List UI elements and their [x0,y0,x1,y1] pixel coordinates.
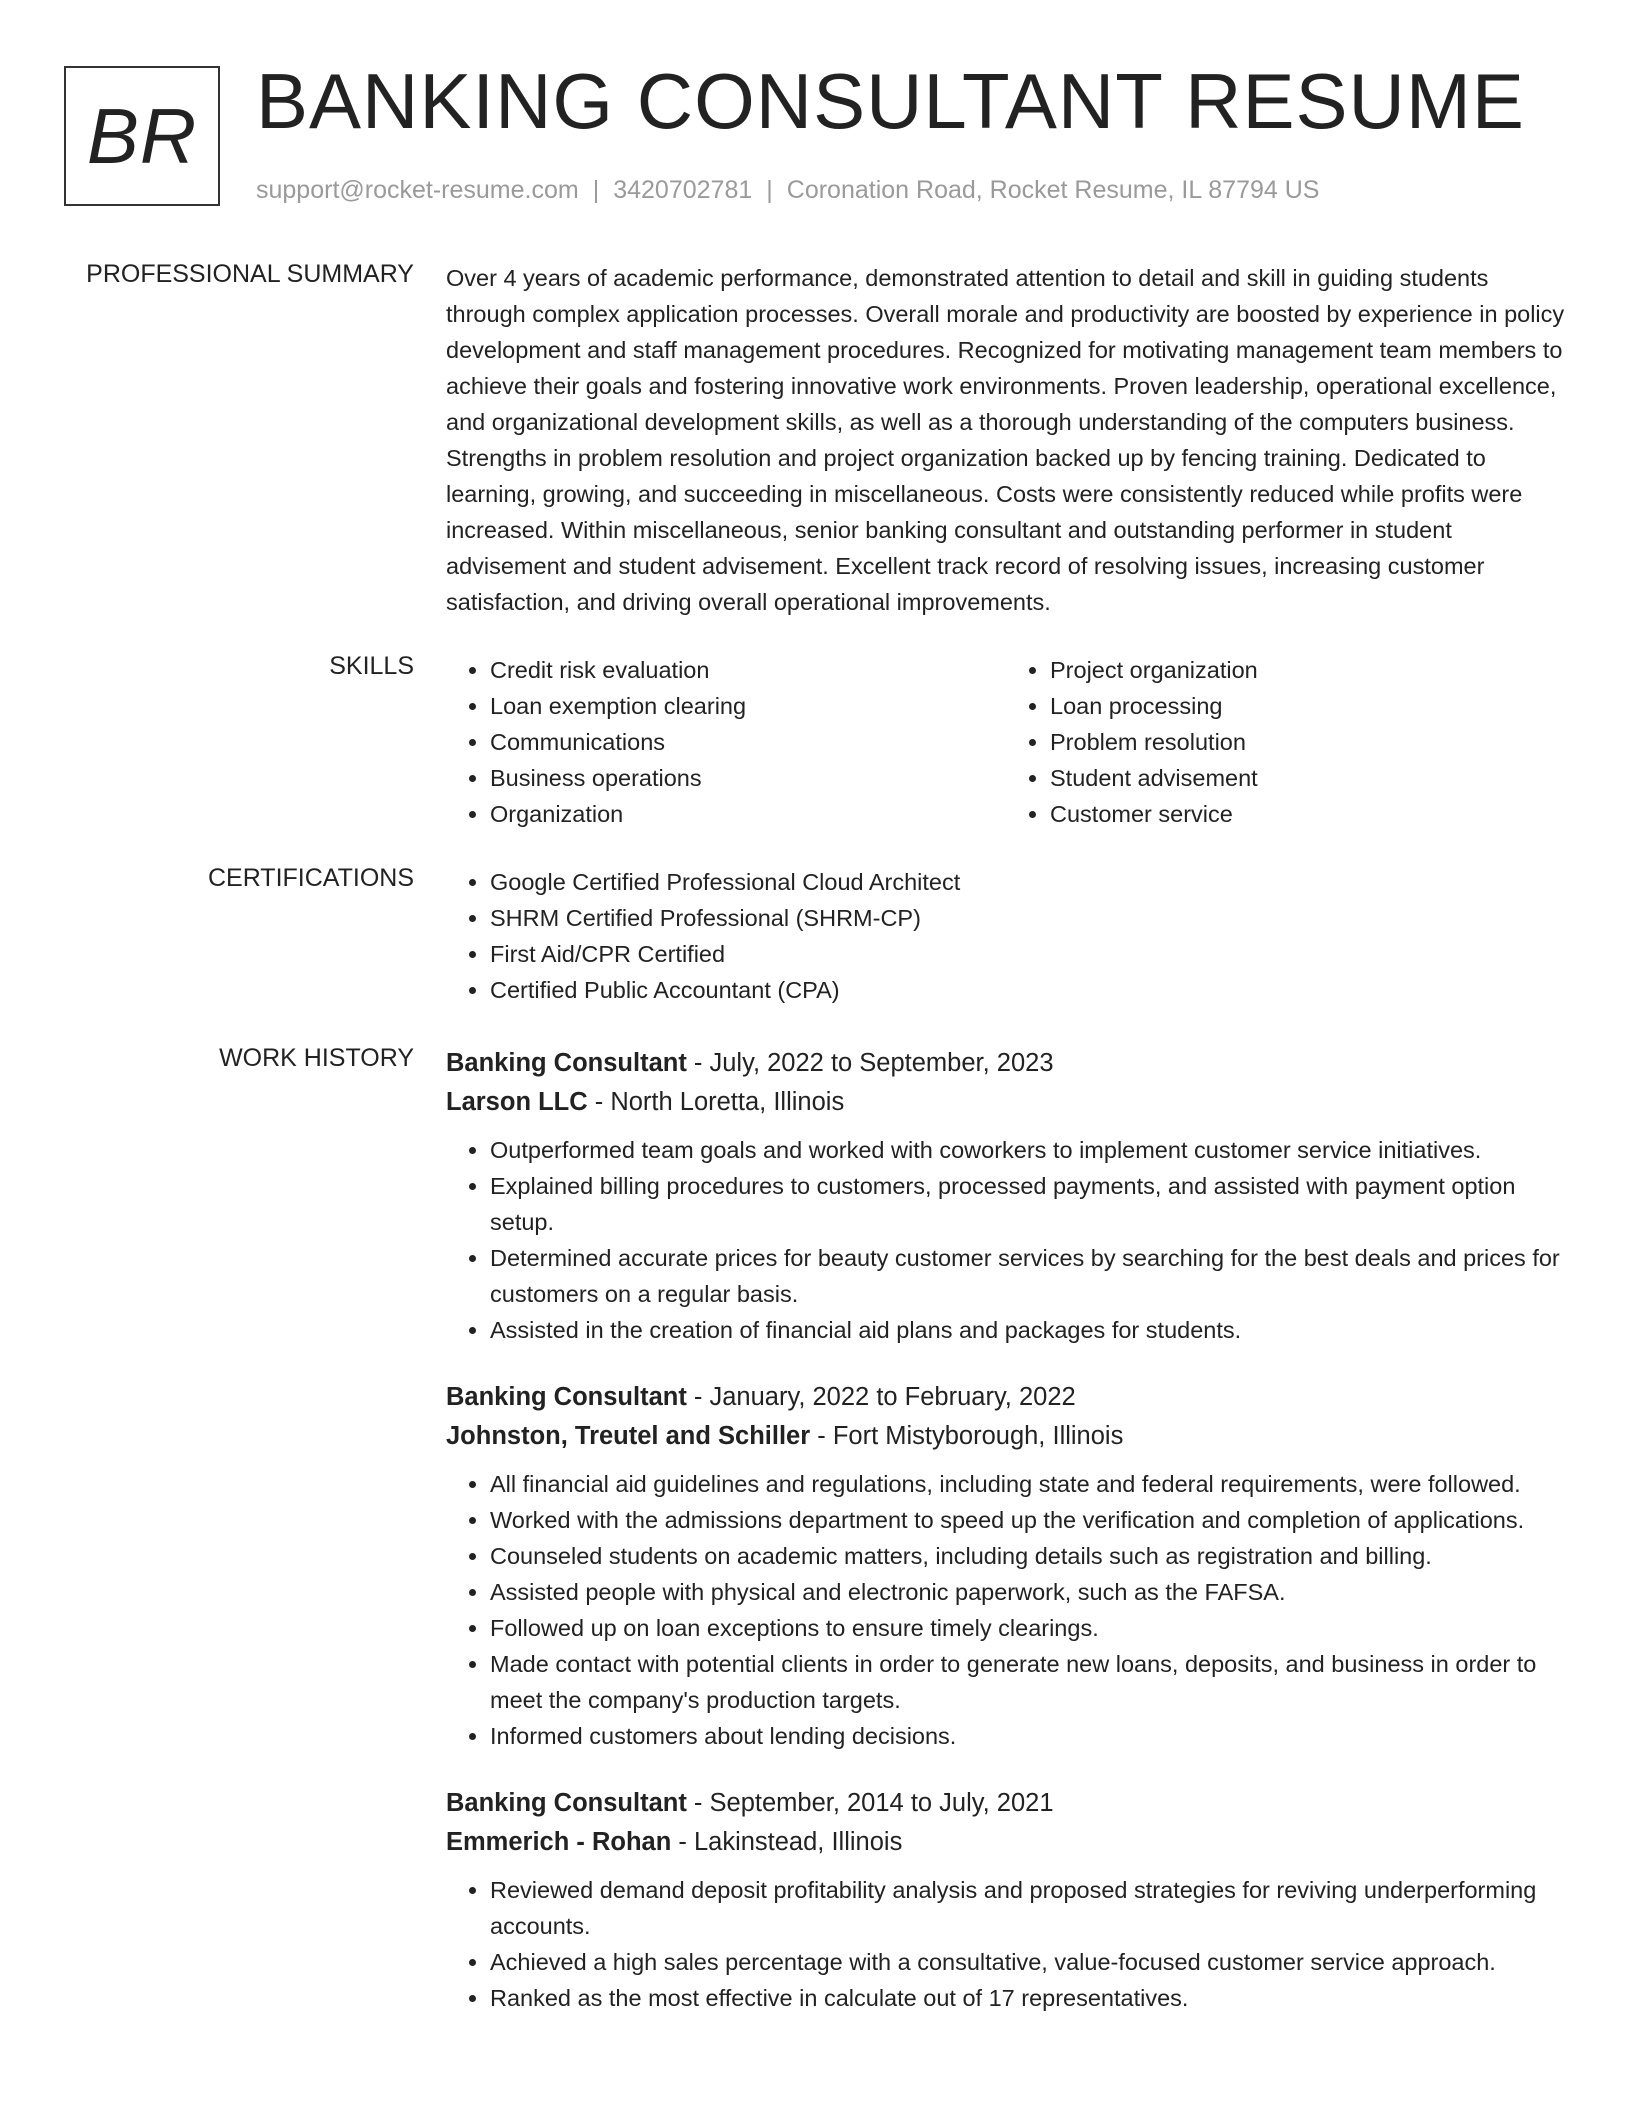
contact-address: Coronation Road, Rocket Resume, IL 87794 US [786,176,1320,204]
job-bullet: • Achieved a high sales percentage with a consultative, value-focused customer service approach. [490,1944,1566,1980]
job-company: Larson LLC [446,1088,588,1116]
job-dates: - January, 2022 to February, 2022 [686,1383,1076,1411]
job-title: Banking Consultant [446,1383,687,1411]
skill-item: • Organization [490,796,1006,832]
job-bullet: • Ranked as the most effective in calculate out of 17 representatives. [490,1980,1566,2016]
skill-item: • Communications [490,724,1006,760]
skills-body [446,652,1566,832]
job-company-line [446,1082,1566,1122]
job-bullet: • Informed customers about lending decisions. [490,1718,1566,1754]
contact-separator: | [592,176,600,204]
job-bullets [446,1872,1566,2016]
job-location: - North Loretta, Illinois [587,1088,845,1116]
job-bullet: • Determined accurate prices for beauty customer services by searching for the best deals and prices for customers on a regular basis. [490,1240,1566,1312]
job-title-line [446,1044,1566,1082]
job-bullets [446,1466,1566,1754]
job-bullet: • Explained billing procedures to customers, processed payments, and assisted with payment option setup. [490,1168,1566,1240]
contact-separator: | [766,176,773,204]
job-dates: - July, 2022 to September, 2023 [686,1049,1054,1077]
skill-item: • Loan exemption clearing [490,688,1006,724]
job-company: Johnston, Treutel and Schiller [446,1422,811,1450]
job-bullet: • Made contact with potential clients in order to generate new loans, deposits, and business in order to meet the company's production targets. [490,1646,1566,1718]
job-bullet: • Outperformed team goals and worked with coworkers to implement customer service initiatives. [490,1132,1566,1168]
certification-item: • Google Certified Professional Cloud Architect [490,864,1566,900]
certifications-body [446,864,1566,1008]
job-company-line [446,1416,1566,1456]
skill-item: • Credit risk evaluation [490,652,1006,688]
job-title: Banking Consultant [446,1789,687,1817]
skills-list-right [1006,652,1566,832]
job-bullet: • Counseled students on academic matters, including details such as registration and billing. [490,1538,1566,1574]
contact-line [256,176,1319,205]
job-bullet: • Assisted in the creation of financial aid plans and packages for students. [490,1312,1566,1348]
job-bullet: • Followed up on loan exceptions to ensure timely clearings. [490,1610,1566,1646]
skill-item: • Student advisement [1050,760,1566,796]
job-bullet: • Reviewed demand deposit profitability analysis and proposed strategies for reviving underperforming accounts. [490,1872,1566,1944]
job-company: Emmerich - Rohan [446,1828,672,1856]
job-bullet: • Assisted people with physical and electronic paperwork, such as the FAFSA. [490,1574,1566,1610]
contact-email[interactable]: support@rocket-resume.com [256,176,579,204]
certification-item: • First Aid/CPR Certified [490,936,1566,972]
section-label-summary: PROFESSIONAL SUMMARY [86,260,414,288]
skill-item: • Business operations [490,760,1006,796]
job-company-line [446,1822,1566,1862]
initials-text: BR [86,91,198,180]
job-entry [446,1784,1566,2016]
skill-item: • Problem resolution [1050,724,1566,760]
job-bullets [446,1132,1566,1348]
certification-item: • SHRM Certified Professional (SHRM-CP) [490,900,1566,936]
resume-title: BANKING CONSULTANT RESUME [256,57,1525,145]
section-label-skills: SKILLS [329,652,414,680]
skill-item: • Project organization [1050,652,1566,688]
contact-phone[interactable]: 3420702781 [613,176,753,204]
skill-item: • Customer service [1050,796,1566,832]
job-dates: - September, 2014 to July, 2021 [686,1789,1054,1817]
summary-text: Over 4 years of academic performance, demonstrated attention to detail and skill in guiding students through complex application processes. Overall morale and productivity are boosted by experience in policy development and staff management procedures. Recognized for motivating management team members to achieve their goals and fostering innovative work environments. Proven leadership, operational excellence, and organizational development skills, as well as a thorough understanding of the computers business. Strengths in problem resolution and project organization backed up by fencing training. Dedicated to learning, growing, and succeeding in miscellaneous. Costs were consistently reduced while profits were increased. Within miscellaneous, senior banking consultant and outstanding performer in student advisement and student advisement. Excellent track record of resolving issues, increasing customer satisfaction, and driving overall operational improvements. [446,265,1565,615]
job-title: Banking Consultant [446,1049,687,1077]
skill-item: • Loan processing [1050,688,1566,724]
job-bullet: • All financial aid guidelines and regulations, including state and federal requirements, were followed. [490,1466,1566,1502]
skills-list-left [446,652,1006,832]
certification-item: • Certified Public Accountant (CPA) [490,972,1566,1008]
job-location: - Lakinstead, Illinois [671,1828,903,1856]
section-label-work-history: WORK HISTORY [219,1044,414,1072]
job-title-line [446,1784,1566,1822]
section-label-certifications: CERTIFICATIONS [207,864,414,892]
initials-monogram [64,66,220,206]
job-title-line [446,1378,1566,1416]
job-entry [446,1044,1566,1348]
work-history-body [446,1044,1566,2046]
job-entry [446,1378,1566,1754]
job-bullet: • Worked with the admissions department to speed up the verification and completion of applications. [490,1502,1566,1538]
job-location: - Fort Mistyborough, Illinois [810,1422,1124,1450]
certifications-list [446,864,1566,1008]
